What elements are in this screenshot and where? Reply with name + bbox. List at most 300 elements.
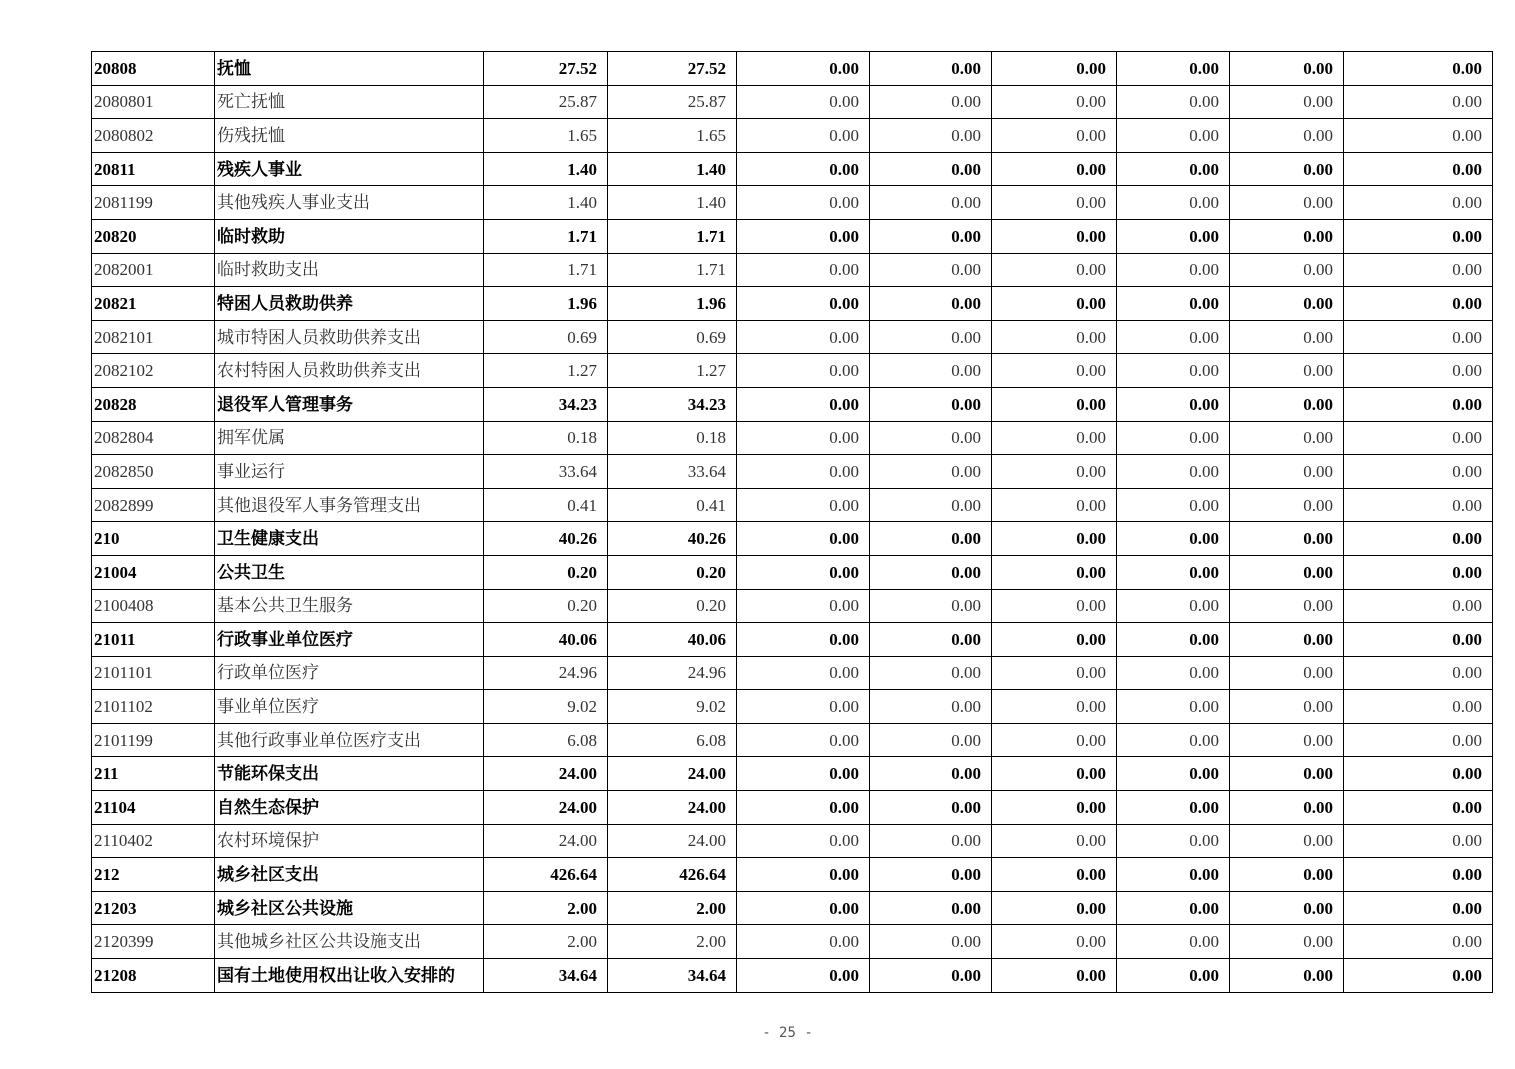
- cell-value: 1.71: [608, 219, 737, 253]
- cell-name: 自然生态保护: [215, 791, 484, 825]
- cell-value: 0.20: [484, 555, 608, 589]
- cell-value: 0.00: [870, 690, 992, 724]
- cell-value: 0.00: [737, 186, 870, 220]
- cell-name: 临时救助: [215, 219, 484, 253]
- cell-value: 0.00: [870, 287, 992, 321]
- cell-value: 2.00: [608, 891, 737, 925]
- table-row-subtotal: [92, 52, 1493, 86]
- cell-value: 0.00: [1117, 589, 1230, 623]
- table-row: [92, 186, 1493, 220]
- cell-value: 0.00: [737, 757, 870, 791]
- cell-value: 1.71: [484, 219, 608, 253]
- cell-value: 0.00: [737, 858, 870, 892]
- table-row: [92, 455, 1493, 489]
- cell-value: 0.00: [1230, 925, 1344, 959]
- cell-code: 2080802: [92, 119, 215, 153]
- cell-value: 0.00: [870, 219, 992, 253]
- cell-value: 0.00: [737, 959, 870, 993]
- cell-value: 0.00: [1344, 287, 1493, 321]
- cell-value: 0.00: [1230, 287, 1344, 321]
- cell-name: 国有土地使用权出让收入安排的: [215, 959, 484, 993]
- cell-value: 0.00: [992, 858, 1117, 892]
- cell-name: 残疾人事业: [215, 152, 484, 186]
- cell-value: 0.00: [992, 455, 1117, 489]
- cell-name: 拥军优属: [215, 421, 484, 455]
- cell-value: 24.96: [484, 656, 608, 690]
- cell-value: 0.00: [1344, 690, 1493, 724]
- cell-value: 24.00: [484, 791, 608, 825]
- cell-value: 0.00: [1344, 522, 1493, 556]
- cell-value: 0.00: [737, 421, 870, 455]
- cell-value: 0.00: [1344, 152, 1493, 186]
- cell-name: 其他城乡社区公共设施支出: [215, 925, 484, 959]
- table-row: [92, 421, 1493, 455]
- cell-value: 0.00: [1230, 455, 1344, 489]
- cell-value: 0.00: [1230, 421, 1344, 455]
- cell-value: 0.00: [1117, 791, 1230, 825]
- cell-value: 0.00: [870, 757, 992, 791]
- cell-value: 1.96: [484, 287, 608, 321]
- table-row-subtotal: [92, 757, 1493, 791]
- cell-value: 0.00: [870, 253, 992, 287]
- cell-value: 0.00: [737, 287, 870, 321]
- cell-code: 212: [92, 858, 215, 892]
- table-body: [92, 52, 1493, 993]
- table-row: [92, 589, 1493, 623]
- cell-name: 临时救助支出: [215, 253, 484, 287]
- cell-value: 24.00: [608, 824, 737, 858]
- cell-value: 1.40: [608, 152, 737, 186]
- cell-value: 24.00: [608, 791, 737, 825]
- cell-code: 2082101: [92, 320, 215, 354]
- cell-value: 0.00: [1230, 320, 1344, 354]
- table-row-subtotal: [92, 623, 1493, 657]
- cell-name: 城乡社区公共设施: [215, 891, 484, 925]
- cell-value: 0.00: [870, 791, 992, 825]
- cell-value: 0.00: [1230, 52, 1344, 86]
- table-row-subtotal: [92, 858, 1493, 892]
- cell-value: 0.00: [1117, 891, 1230, 925]
- cell-value: 1.96: [608, 287, 737, 321]
- cell-value: 0.00: [1117, 555, 1230, 589]
- cell-value: 24.00: [484, 824, 608, 858]
- cell-name: 农村特困人员救助供养支出: [215, 354, 484, 388]
- cell-value: 1.40: [484, 186, 608, 220]
- cell-value: 0.00: [1230, 186, 1344, 220]
- cell-value: 2.00: [484, 891, 608, 925]
- cell-value: 0.00: [992, 656, 1117, 690]
- cell-value: 0.00: [870, 119, 992, 153]
- table-row: [92, 320, 1493, 354]
- cell-value: 0.00: [870, 959, 992, 993]
- cell-value: 0.00: [1230, 85, 1344, 119]
- cell-value: 0.00: [1344, 589, 1493, 623]
- cell-value: 0.00: [1117, 253, 1230, 287]
- cell-value: 0.00: [870, 589, 992, 623]
- cell-value: 0.00: [992, 488, 1117, 522]
- table-row: [92, 723, 1493, 757]
- cell-value: 426.64: [608, 858, 737, 892]
- cell-value: 0.00: [1230, 387, 1344, 421]
- cell-name: 农村环境保护: [215, 824, 484, 858]
- cell-value: 0.00: [1230, 522, 1344, 556]
- cell-value: 0.00: [737, 488, 870, 522]
- cell-value: 0.00: [992, 354, 1117, 388]
- page-number: - 25 -: [762, 1025, 813, 1041]
- cell-code: 2101101: [92, 656, 215, 690]
- cell-name: 抚恤: [215, 52, 484, 86]
- cell-name: 事业运行: [215, 455, 484, 489]
- cell-value: 0.00: [1117, 858, 1230, 892]
- cell-value: 0.00: [992, 421, 1117, 455]
- table-row-subtotal: [92, 287, 1493, 321]
- cell-value: 0.00: [737, 85, 870, 119]
- cell-value: 0.00: [992, 119, 1117, 153]
- cell-value: 33.64: [608, 455, 737, 489]
- cell-name: 城市特困人员救助供养支出: [215, 320, 484, 354]
- cell-value: 0.00: [737, 824, 870, 858]
- table-row: [92, 119, 1493, 153]
- cell-value: 0.00: [1344, 387, 1493, 421]
- cell-value: 0.00: [737, 723, 870, 757]
- cell-value: 0.00: [1344, 488, 1493, 522]
- cell-value: 0.00: [737, 589, 870, 623]
- cell-value: 0.00: [870, 891, 992, 925]
- cell-code: 2082001: [92, 253, 215, 287]
- cell-value: 0.00: [1230, 656, 1344, 690]
- cell-code: 210: [92, 522, 215, 556]
- cell-code: 2082102: [92, 354, 215, 388]
- cell-value: 0.00: [1117, 287, 1230, 321]
- cell-value: 0.00: [1344, 959, 1493, 993]
- cell-value: 0.00: [737, 791, 870, 825]
- cell-value: 0.00: [870, 421, 992, 455]
- cell-value: 0.00: [1344, 85, 1493, 119]
- cell-value: 0.00: [870, 52, 992, 86]
- cell-value: 0.00: [1117, 354, 1230, 388]
- cell-value: 0.00: [737, 656, 870, 690]
- cell-value: 24.00: [484, 757, 608, 791]
- cell-value: 6.08: [484, 723, 608, 757]
- cell-value: 0.00: [737, 455, 870, 489]
- cell-code: 2101102: [92, 690, 215, 724]
- cell-value: 0.00: [737, 219, 870, 253]
- cell-value: 33.64: [484, 455, 608, 489]
- cell-value: 0.00: [870, 387, 992, 421]
- cell-value: 0.00: [1117, 219, 1230, 253]
- cell-value: 0.69: [484, 320, 608, 354]
- cell-value: 0.00: [870, 623, 992, 657]
- cell-code: 20811: [92, 152, 215, 186]
- cell-value: 0.00: [1230, 959, 1344, 993]
- cell-value: 0.00: [1117, 723, 1230, 757]
- cell-value: 0.00: [1230, 253, 1344, 287]
- cell-value: 0.00: [870, 85, 992, 119]
- cell-value: 2.00: [608, 925, 737, 959]
- table-row: [92, 85, 1493, 119]
- cell-name: 基本公共卫生服务: [215, 589, 484, 623]
- cell-value: 0.00: [1117, 959, 1230, 993]
- cell-code: 21203: [92, 891, 215, 925]
- table-row-subtotal: [92, 387, 1493, 421]
- cell-value: 0.00: [1344, 623, 1493, 657]
- cell-value: 0.00: [992, 186, 1117, 220]
- table-row: [92, 690, 1493, 724]
- cell-code: 2120399: [92, 925, 215, 959]
- cell-value: 0.00: [992, 320, 1117, 354]
- cell-value: 0.00: [1344, 858, 1493, 892]
- cell-value: 0.00: [992, 219, 1117, 253]
- cell-value: 0.00: [1230, 354, 1344, 388]
- cell-value: 0.00: [1230, 555, 1344, 589]
- table-row-subtotal: [92, 522, 1493, 556]
- cell-value: 24.96: [608, 656, 737, 690]
- cell-value: 0.00: [1117, 320, 1230, 354]
- cell-value: 0.00: [1230, 891, 1344, 925]
- cell-name: 伤残抚恤: [215, 119, 484, 153]
- cell-value: 0.00: [992, 387, 1117, 421]
- cell-value: 0.00: [737, 690, 870, 724]
- cell-name: 行政单位医疗: [215, 656, 484, 690]
- cell-value: 0.00: [870, 925, 992, 959]
- cell-value: 0.00: [992, 891, 1117, 925]
- cell-value: 40.26: [484, 522, 608, 556]
- cell-value: 0.00: [1117, 757, 1230, 791]
- cell-name: 特困人员救助供养: [215, 287, 484, 321]
- cell-value: 0.00: [737, 320, 870, 354]
- cell-value: 27.52: [608, 52, 737, 86]
- cell-value: 1.27: [608, 354, 737, 388]
- cell-value: 1.40: [484, 152, 608, 186]
- cell-value: 0.41: [484, 488, 608, 522]
- cell-value: 0.00: [1117, 488, 1230, 522]
- cell-code: 21004: [92, 555, 215, 589]
- cell-value: 0.00: [1230, 488, 1344, 522]
- cell-value: 0.00: [1230, 623, 1344, 657]
- cell-value: 0.00: [870, 320, 992, 354]
- cell-value: 0.00: [1230, 690, 1344, 724]
- cell-value: 0.00: [1344, 824, 1493, 858]
- cell-value: 0.00: [1344, 891, 1493, 925]
- cell-value: 6.08: [608, 723, 737, 757]
- cell-value: 0.00: [1117, 85, 1230, 119]
- cell-value: 0.00: [1230, 119, 1344, 153]
- cell-value: 0.00: [992, 690, 1117, 724]
- cell-value: 0.00: [1230, 589, 1344, 623]
- cell-value: 0.00: [1117, 119, 1230, 153]
- cell-code: 2082899: [92, 488, 215, 522]
- cell-value: 0.00: [992, 287, 1117, 321]
- cell-code: 2101199: [92, 723, 215, 757]
- cell-name: 其他退役军人事务管理支出: [215, 488, 484, 522]
- table-row: [92, 488, 1493, 522]
- cell-value: 0.00: [992, 85, 1117, 119]
- cell-value: 0.00: [1344, 421, 1493, 455]
- cell-value: 0.00: [1230, 791, 1344, 825]
- cell-value: 0.00: [992, 253, 1117, 287]
- cell-value: 0.00: [1344, 925, 1493, 959]
- cell-value: 0.00: [1230, 757, 1344, 791]
- cell-value: 1.65: [608, 119, 737, 153]
- cell-value: 0.00: [870, 455, 992, 489]
- cell-value: 0.00: [1117, 522, 1230, 556]
- cell-value: 0.00: [1117, 186, 1230, 220]
- cell-name: 死亡抚恤: [215, 85, 484, 119]
- cell-value: 0.00: [737, 253, 870, 287]
- cell-value: 1.27: [484, 354, 608, 388]
- cell-value: 24.00: [608, 757, 737, 791]
- cell-value: 0.00: [992, 925, 1117, 959]
- cell-value: 0.00: [1117, 690, 1230, 724]
- cell-value: 25.87: [608, 85, 737, 119]
- cell-value: 34.23: [484, 387, 608, 421]
- cell-value: 0.00: [1344, 757, 1493, 791]
- cell-value: 34.64: [608, 959, 737, 993]
- cell-value: 0.00: [992, 623, 1117, 657]
- cell-code: 20808: [92, 52, 215, 86]
- cell-value: 0.00: [1344, 219, 1493, 253]
- cell-value: 0.00: [1344, 52, 1493, 86]
- cell-value: 0.00: [737, 152, 870, 186]
- cell-value: 0.00: [992, 757, 1117, 791]
- cell-value: 0.00: [737, 925, 870, 959]
- cell-value: 0.00: [1117, 455, 1230, 489]
- cell-value: 9.02: [608, 690, 737, 724]
- cell-value: 0.00: [737, 387, 870, 421]
- cell-code: 21104: [92, 791, 215, 825]
- cell-value: 0.00: [1230, 152, 1344, 186]
- cell-value: 34.23: [608, 387, 737, 421]
- cell-value: 0.20: [608, 555, 737, 589]
- cell-value: 0.00: [870, 152, 992, 186]
- cell-value: 0.00: [1117, 925, 1230, 959]
- table-row: [92, 253, 1493, 287]
- cell-value: 0.00: [1230, 219, 1344, 253]
- cell-code: 21208: [92, 959, 215, 993]
- cell-value: 9.02: [484, 690, 608, 724]
- table-row: [92, 354, 1493, 388]
- cell-value: 0.00: [870, 354, 992, 388]
- cell-name: 城乡社区支出: [215, 858, 484, 892]
- cell-value: 0.00: [1117, 623, 1230, 657]
- cell-value: 0.00: [870, 555, 992, 589]
- cell-value: 0.00: [870, 858, 992, 892]
- cell-value: 0.00: [737, 354, 870, 388]
- cell-value: 0.00: [870, 522, 992, 556]
- cell-value: 2.00: [484, 925, 608, 959]
- cell-code: 21011: [92, 623, 215, 657]
- cell-code: 2100408: [92, 589, 215, 623]
- cell-value: 0.00: [992, 152, 1117, 186]
- cell-value: 0.00: [870, 488, 992, 522]
- cell-value: 0.00: [1117, 152, 1230, 186]
- cell-value: 0.00: [1117, 387, 1230, 421]
- table-row: [92, 824, 1493, 858]
- cell-value: 0.00: [737, 623, 870, 657]
- cell-value: 0.00: [1344, 455, 1493, 489]
- cell-value: 0.00: [1117, 656, 1230, 690]
- table-row-subtotal: [92, 152, 1493, 186]
- cell-name: 行政事业单位医疗: [215, 623, 484, 657]
- cell-value: 0.41: [608, 488, 737, 522]
- table-row-subtotal: [92, 555, 1493, 589]
- cell-name: 事业单位医疗: [215, 690, 484, 724]
- cell-value: 34.64: [484, 959, 608, 993]
- cell-value: 0.00: [992, 959, 1117, 993]
- cell-value: 0.18: [608, 421, 737, 455]
- cell-code: 2082804: [92, 421, 215, 455]
- cell-value: 40.06: [608, 623, 737, 657]
- budget-table: [91, 51, 1493, 993]
- cell-value: 1.65: [484, 119, 608, 153]
- table-row-subtotal: [92, 219, 1493, 253]
- cell-name: 节能环保支出: [215, 757, 484, 791]
- cell-value: 0.00: [992, 555, 1117, 589]
- cell-value: 0.00: [1344, 555, 1493, 589]
- cell-value: 426.64: [484, 858, 608, 892]
- cell-value: 0.00: [992, 824, 1117, 858]
- cell-value: 0.00: [737, 119, 870, 153]
- table-row-subtotal: [92, 791, 1493, 825]
- cell-value: 40.26: [608, 522, 737, 556]
- cell-code: 2082850: [92, 455, 215, 489]
- cell-value: 0.00: [992, 522, 1117, 556]
- cell-value: 0.69: [608, 320, 737, 354]
- cell-name: 退役军人管理事务: [215, 387, 484, 421]
- cell-value: 0.00: [992, 791, 1117, 825]
- cell-value: 0.00: [1117, 52, 1230, 86]
- table-row: [92, 656, 1493, 690]
- cell-value: 40.06: [484, 623, 608, 657]
- cell-code: 211: [92, 757, 215, 791]
- cell-value: 0.20: [608, 589, 737, 623]
- cell-value: 0.00: [1117, 824, 1230, 858]
- cell-value: 0.00: [737, 522, 870, 556]
- cell-value: 0.00: [870, 723, 992, 757]
- cell-code: 2081199: [92, 186, 215, 220]
- cell-name: 公共卫生: [215, 555, 484, 589]
- cell-name: 其他残疾人事业支出: [215, 186, 484, 220]
- cell-value: 0.00: [870, 824, 992, 858]
- cell-value: 0.00: [992, 723, 1117, 757]
- table-row: [92, 925, 1493, 959]
- cell-code: 20828: [92, 387, 215, 421]
- cell-value: 0.00: [737, 891, 870, 925]
- cell-value: 25.87: [484, 85, 608, 119]
- cell-code: 2080801: [92, 85, 215, 119]
- cell-value: 0.00: [1117, 421, 1230, 455]
- cell-value: 0.00: [1230, 824, 1344, 858]
- cell-value: 0.00: [992, 589, 1117, 623]
- cell-value: 0.00: [1344, 723, 1493, 757]
- cell-value: 27.52: [484, 52, 608, 86]
- cell-value: 0.00: [870, 186, 992, 220]
- cell-value: 0.00: [870, 656, 992, 690]
- cell-value: 0.00: [1230, 858, 1344, 892]
- cell-value: 0.00: [1344, 656, 1493, 690]
- cell-value: 0.00: [1344, 791, 1493, 825]
- cell-value: 1.40: [608, 186, 737, 220]
- cell-code: 20821: [92, 287, 215, 321]
- table-row-subtotal: [92, 959, 1493, 993]
- cell-value: 0.00: [1344, 354, 1493, 388]
- cell-value: 0.00: [1344, 320, 1493, 354]
- cell-value: 0.00: [992, 52, 1117, 86]
- cell-code: 20820: [92, 219, 215, 253]
- cell-code: 2110402: [92, 824, 215, 858]
- cell-value: 0.18: [484, 421, 608, 455]
- cell-name: 其他行政事业单位医疗支出: [215, 723, 484, 757]
